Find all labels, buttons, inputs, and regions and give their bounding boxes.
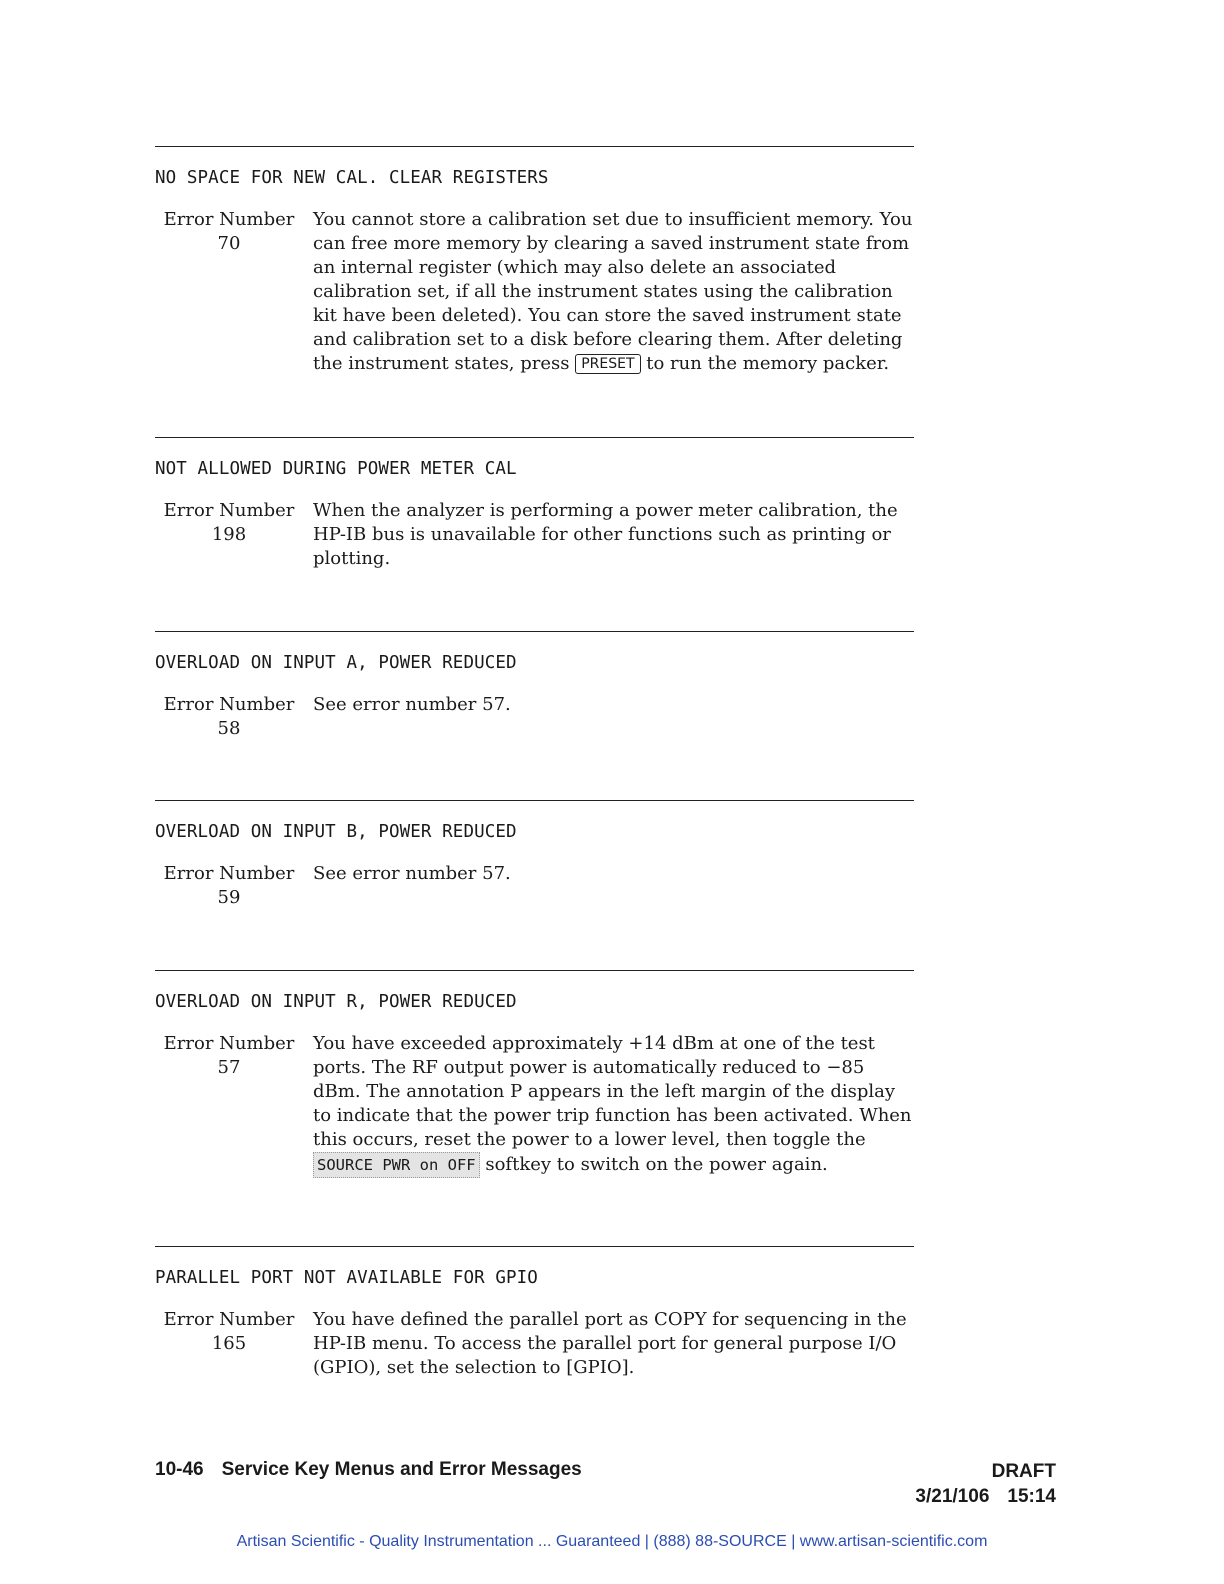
divider	[155, 146, 914, 147]
section-title: Service Key Menus and Error Messages	[221, 1459, 582, 1480]
error-row	[155, 693, 915, 739]
error-heading: PARALLEL PORT NOT AVAILABLE FOR GPIO	[155, 1268, 538, 1288]
error-description: You have defined the parallel port as COPY for sequencing in the HP-IB menu. To access the parallel port for general purpose I/O (GPIO), set the selection to [GPIO].	[313, 1309, 907, 1378]
error-heading: NOT ALLOWED DURING POWER METER CAL	[155, 459, 517, 479]
error-number-label: Error Number	[163, 863, 295, 884]
error-label-block	[155, 1032, 303, 1080]
error-row	[155, 1308, 915, 1380]
draft-label: DRAFT	[991, 1461, 1056, 1482]
error-number-label: Error Number	[163, 209, 295, 230]
error-row	[155, 862, 915, 908]
page-footer-right	[915, 1459, 1056, 1509]
vendor-banner-link[interactable]: Artisan Scientific - Quality Instrumentation ... Guaranteed | (888) 88-SOURCE | www.artisan-scientific.com	[236, 1533, 988, 1550]
error-label-block	[155, 693, 303, 741]
error-entry-overload-a	[155, 631, 915, 739]
error-heading: OVERLOAD ON INPUT A, POWER REDUCED	[155, 653, 517, 673]
error-number: 165	[211, 1333, 247, 1354]
error-number-label: Error Number	[163, 1033, 295, 1054]
error-row	[155, 1032, 915, 1178]
error-number: 59	[217, 887, 241, 908]
error-row	[155, 499, 915, 571]
divider	[155, 970, 914, 971]
error-label-block	[155, 1308, 303, 1356]
error-label-block	[155, 862, 303, 910]
error-entry-power-meter-cal	[155, 437, 915, 571]
error-heading: OVERLOAD ON INPUT R, POWER REDUCED	[155, 992, 517, 1012]
error-row	[155, 208, 915, 376]
error-entry-no-space	[155, 146, 915, 376]
divider	[155, 631, 914, 632]
divider	[155, 800, 914, 801]
error-description	[313, 1032, 913, 1178]
error-heading: OVERLOAD ON INPUT B, POWER REDUCED	[155, 822, 517, 842]
error-number-label: Error Number	[163, 694, 295, 715]
draft-time: 15:14	[1007, 1486, 1056, 1507]
error-description: See error number 57.	[313, 863, 511, 884]
error-number: 70	[217, 233, 241, 254]
description-text-after: softkey to switch on the power again.	[479, 1154, 828, 1175]
error-entry-overload-r	[155, 970, 915, 1178]
error-heading: NO SPACE FOR NEW CAL. CLEAR REGISTERS	[155, 168, 549, 188]
error-description: When the analyzer is performing a power meter calibration, the HP-IB bus is unavailable for other functions such as printing or plotting.	[313, 500, 898, 569]
divider	[155, 1246, 914, 1247]
error-description: See error number 57.	[313, 694, 511, 715]
divider	[155, 437, 914, 438]
preset-hardkey: PRESET	[575, 354, 640, 374]
draft-timestamp	[915, 1484, 1056, 1509]
page-number: 10-46	[155, 1459, 204, 1480]
page-footer-left	[155, 1459, 582, 1481]
description-text-after: to run the memory packer.	[640, 353, 890, 374]
error-entry-overload-b	[155, 800, 915, 908]
error-number: 57	[217, 1057, 241, 1078]
description-text: You have exceeded approximately +14 dBm at one of the test ports. The RF output power is automatically reduced to −85 dBm. The annotation P appears in the left margin of the display to indicate that the power trip function has been activated. When this occurs, reset the power to a lower level, then toggle the	[313, 1033, 912, 1150]
error-number: 198	[211, 524, 247, 545]
error-number: 58	[217, 718, 241, 739]
error-label-block	[155, 499, 303, 547]
error-number-label: Error Number	[163, 500, 295, 521]
vendor-banner[interactable]	[0, 1533, 1224, 1551]
draft-date: 3/21/106	[915, 1486, 990, 1507]
error-label-block	[155, 208, 303, 256]
error-number-label: Error Number	[163, 1309, 295, 1330]
error-description	[313, 208, 913, 376]
description-text: You cannot store a calibration set due to insufficient memory. You can free more memory by clearing a saved instrument state from an internal register (which may also delete an associated calibration set, if all the instrument states using the calibration kit have been deleted). You can store the saved instrument state and calibration set to a disk before clearing them. After deleting the instrument states, press	[313, 209, 913, 374]
error-entry-parallel-port	[155, 1246, 915, 1380]
source-pwr-softkey: SOURCE PWR on OFF	[313, 1152, 480, 1178]
